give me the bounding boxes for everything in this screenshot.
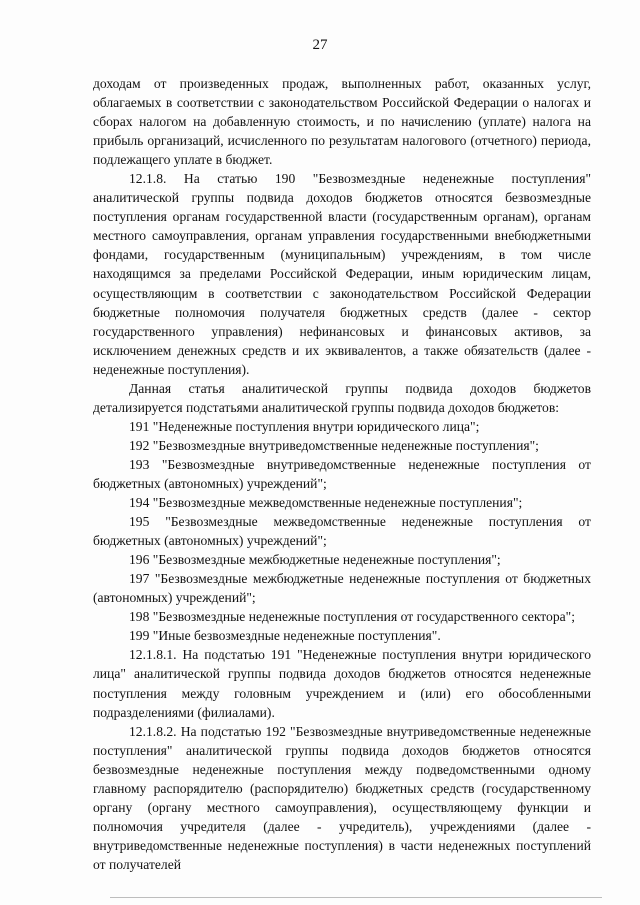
list-item: 198 "Безвозмездные неденежные поступления от государственного сектора"; [129,609,575,625]
list-item: 195 "Безвозмездные межведомственные неденежные поступления от бюджетных (автономных) учреждений"; [93,514,591,549]
paragraph: 12.1.8. На статью 190 "Безвозмездные неденежные поступления" аналитической группы подвида доходов бюджетов относятся безвозмездные поступления органам государственной власти (государственным органам), органам местного самоуправления, органам управления государственными внебюджетными фондами, государственным (муниципальным) учреждениям, в том числе находящимся за пределами Российской Федерации, иным юридическим лицам, осуществляющим в соответствии с законодательством Российской Федерации бюджетные полномочия получателя бюджетных средств (далее - сектор государственного управления) нефинансовых и финансовых активов, за исключением денежных средств и их эквивалентов, а также обязательств (далее - неденежные поступления). [93,171,591,377]
paragraph: Данная статья аналитической группы подвида доходов бюджетов детализируется подстатьями аналитической группы подвида доходов бюджетов: [93,380,591,415]
paragraph: 12.1.8.1. На подстатью 191 "Неденежные поступления внутри юридического лица" аналитической группы подвида доходов бюджетов относятся неденежные поступления между головным учреждением и (или) его обособленными подразделениями (филиалами). [93,647,591,720]
paragraph: 12.1.8.2. На подстатью 192 "Безвозмездные внутриведомственные неденежные поступления" аналитической группы подвида доходов бюджетов относятся безвозмездные неденежные поступления между подведомственными одному главному распорядителю (распорядителю) бюджетных средств (государственному органу (органу местного самоуправления), осуществляющему функции и полномочия учредителя (далее - учредитель), учреждениями (далее - внутриведомственные неденежные поступления) в части неденежных поступлений от получателей [93,723,591,872]
list-item: 194 "Безвозмездные межведомственные неденежные поступления"; [129,495,523,511]
page-number: 27 [312,37,328,53]
list-item: 199 "Иные безвозмездные неденежные поступления". [129,628,441,644]
list-item: 193 "Безвозмездные внутриведомственные неденежные поступления от бюджетных (автономных) учреждений"; [93,456,591,491]
list-item: 192 "Безвозмездные внутриведомственные неденежные поступления"; [129,437,539,453]
paragraph: доходам от произведенных продаж, выполненных работ, оказанных услуг, облагаемых в соответствии с законодательством Российской Федерации о налогах и сборах налогом на добавленную стоимость, и по начислению (уплате) налога на прибыль организаций, исчисленного по результатам налогового (отчетного) периода, подлежащего уплате в бюджет. [93,76,591,168]
list-item: 196 "Безвозмездные межбюджетные неденежные поступления"; [129,552,501,568]
list-item: 191 "Неденежные поступления внутри юридического лица"; [129,418,480,434]
list-item: 197 "Безвозмездные межбюджетные неденежные поступления от бюджетных (автономных) учреждений"; [93,571,591,606]
body-text [93,74,591,874]
page-edge-line [110,897,602,898]
